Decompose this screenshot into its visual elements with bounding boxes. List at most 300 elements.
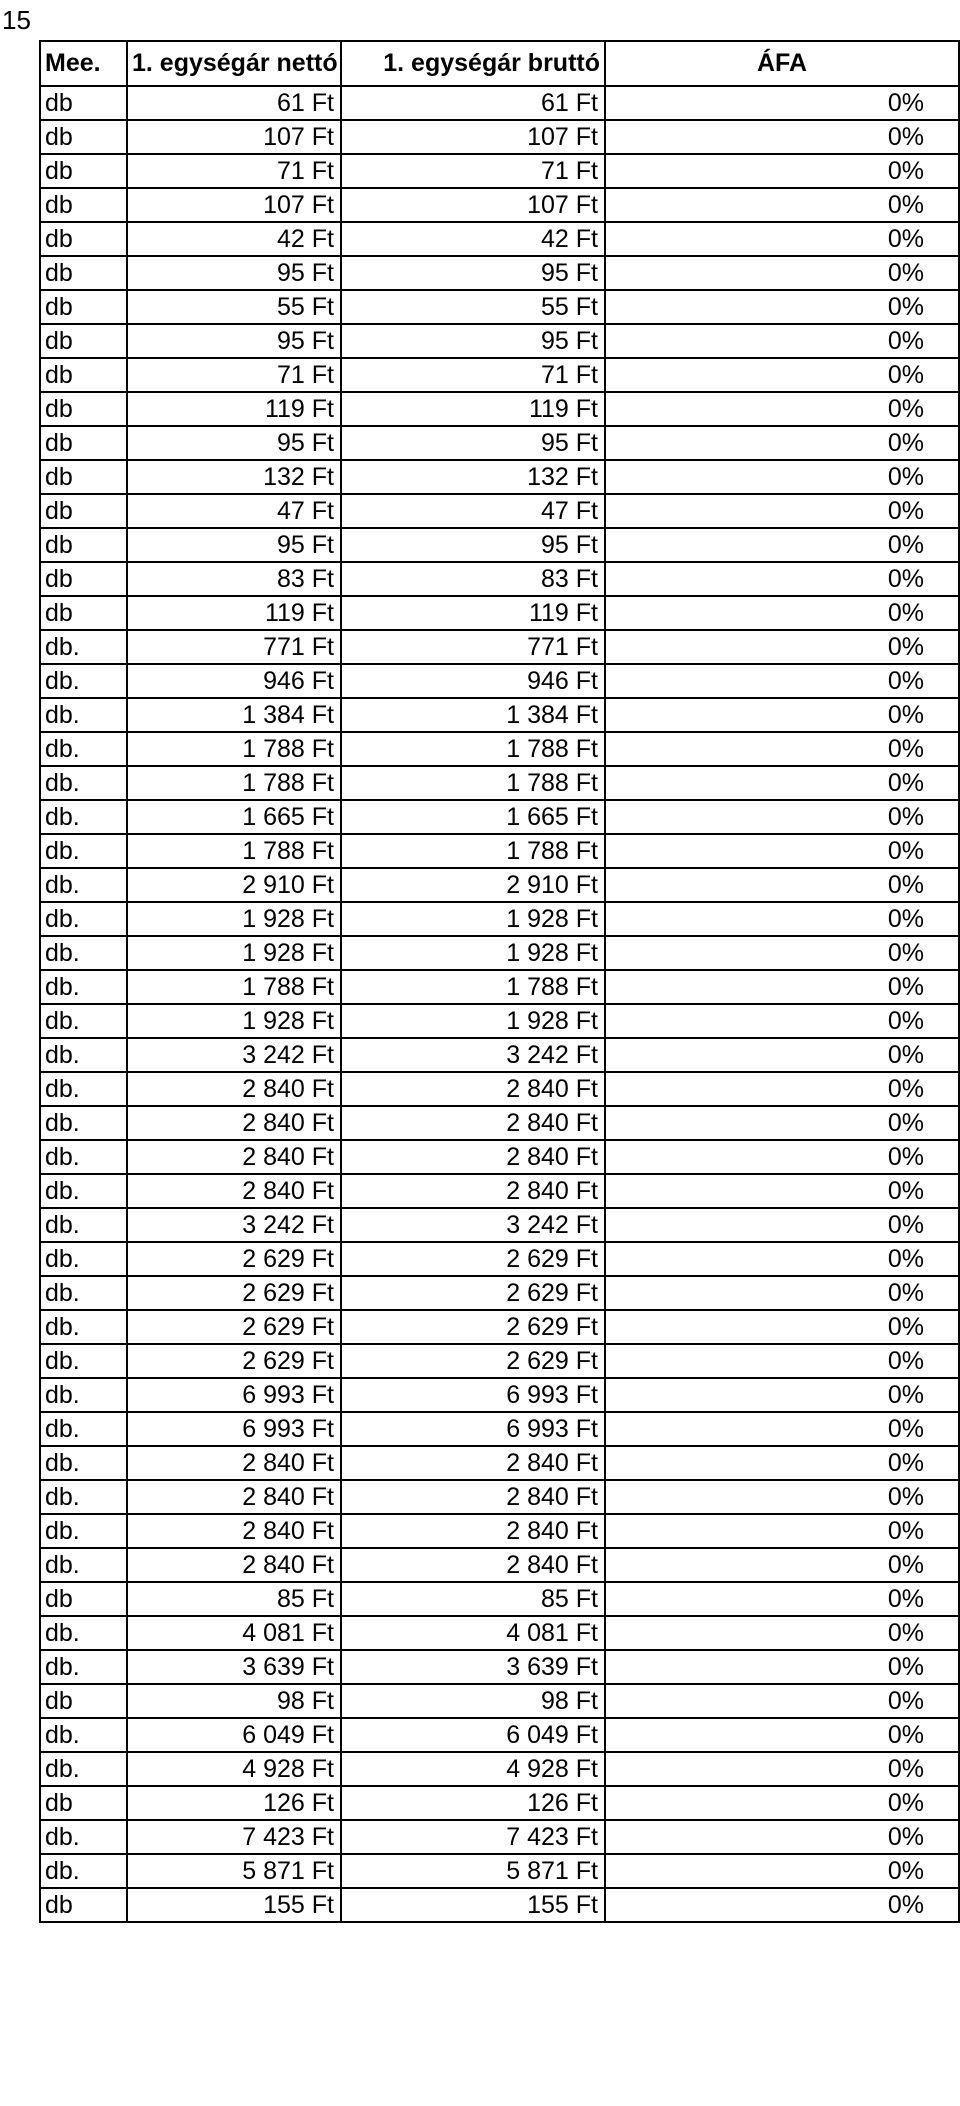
cell-unit: db.: [40, 1446, 127, 1480]
table-row: [40, 494, 959, 528]
cell-vat-value: 0%: [887, 1483, 924, 1511]
cell-vat: [605, 936, 959, 970]
cell-vat: [605, 1106, 959, 1140]
cell-vat: [605, 596, 959, 630]
cell-net-unit-price: 119 Ft: [127, 596, 341, 630]
cell-gross-unit-price: 6 049 Ft: [341, 1718, 605, 1752]
cell-vat-value: 0%: [887, 837, 924, 865]
cell-vat: [605, 1616, 959, 1650]
cell-gross-unit-price: 71 Ft: [341, 154, 605, 188]
cell-net-unit-price: 2 840 Ft: [127, 1072, 341, 1106]
table-row: [40, 154, 959, 188]
cell-vat: [605, 970, 959, 1004]
cell-net-unit-price: 95 Ft: [127, 528, 341, 562]
table-row: [40, 1106, 959, 1140]
cell-unit: db: [40, 290, 127, 324]
cell-unit: db: [40, 120, 127, 154]
cell-vat-value: 0%: [887, 1007, 924, 1035]
cell-net-unit-price: 1 788 Ft: [127, 766, 341, 800]
cell-gross-unit-price: 83 Ft: [341, 562, 605, 596]
cell-vat: [605, 1684, 959, 1718]
cell-net-unit-price: 1 928 Ft: [127, 936, 341, 970]
cell-net-unit-price: 2 840 Ft: [127, 1140, 341, 1174]
cell-gross-unit-price: 47 Ft: [341, 494, 605, 528]
cell-unit: db.: [40, 1276, 127, 1310]
cell-unit: db: [40, 426, 127, 460]
cell-unit: db.: [40, 1072, 127, 1106]
cell-unit: db.: [40, 1514, 127, 1548]
cell-vat-value: 0%: [887, 89, 924, 117]
cell-net-unit-price: 2 629 Ft: [127, 1276, 341, 1310]
cell-unit: db: [40, 1684, 127, 1718]
cell-gross-unit-price: 107 Ft: [341, 188, 605, 222]
cell-gross-unit-price: 2 840 Ft: [341, 1514, 605, 1548]
table-row: [40, 120, 959, 154]
cell-net-unit-price: 42 Ft: [127, 222, 341, 256]
cell-net-unit-price: 95 Ft: [127, 256, 341, 290]
cell-unit: db: [40, 86, 127, 120]
cell-gross-unit-price: 95 Ft: [341, 528, 605, 562]
cell-net-unit-price: 83 Ft: [127, 562, 341, 596]
cell-unit: db: [40, 1582, 127, 1616]
cell-vat-value: 0%: [887, 735, 924, 763]
cell-vat-value: 0%: [887, 1041, 924, 1069]
table-row: [40, 766, 959, 800]
cell-vat: [605, 1514, 959, 1548]
table-row: [40, 1548, 959, 1582]
cell-gross-unit-price: 6 993 Ft: [341, 1412, 605, 1446]
table-row: [40, 936, 959, 970]
cell-gross-unit-price: 55 Ft: [341, 290, 605, 324]
header-gross-unit-price: 1. egységár bruttó: [341, 41, 605, 86]
cell-vat-value: 0%: [887, 1619, 924, 1647]
table-row: [40, 1480, 959, 1514]
cell-net-unit-price: 2 840 Ft: [127, 1106, 341, 1140]
cell-vat: [605, 902, 959, 936]
cell-net-unit-price: 1 788 Ft: [127, 732, 341, 766]
cell-vat: [605, 766, 959, 800]
cell-net-unit-price: 126 Ft: [127, 1786, 341, 1820]
cell-unit: db.: [40, 936, 127, 970]
table-row: [40, 188, 959, 222]
table-row: [40, 392, 959, 426]
cell-net-unit-price: 2 629 Ft: [127, 1310, 341, 1344]
cell-gross-unit-price: 2 629 Ft: [341, 1276, 605, 1310]
cell-gross-unit-price: 132 Ft: [341, 460, 605, 494]
cell-vat-value: 0%: [887, 1313, 924, 1341]
cell-vat: [605, 732, 959, 766]
table-row: [40, 426, 959, 460]
cell-gross-unit-price: 155 Ft: [341, 1888, 605, 1922]
cell-unit: db.: [40, 902, 127, 936]
cell-vat: [605, 528, 959, 562]
cell-net-unit-price: 946 Ft: [127, 664, 341, 698]
cell-unit: db: [40, 256, 127, 290]
cell-vat-value: 0%: [887, 973, 924, 1001]
cell-unit: db: [40, 154, 127, 188]
cell-net-unit-price: 2 840 Ft: [127, 1446, 341, 1480]
cell-net-unit-price: 7 423 Ft: [127, 1820, 341, 1854]
cell-vat-value: 0%: [887, 1857, 924, 1885]
cell-gross-unit-price: 2 840 Ft: [341, 1548, 605, 1582]
cell-vat-value: 0%: [887, 395, 924, 423]
cell-unit: db.: [40, 1820, 127, 1854]
cell-vat-value: 0%: [887, 1211, 924, 1239]
table-row: [40, 732, 959, 766]
cell-net-unit-price: 47 Ft: [127, 494, 341, 528]
table-row: [40, 1446, 959, 1480]
cell-gross-unit-price: 2 840 Ft: [341, 1072, 605, 1106]
table-row: [40, 460, 959, 494]
cell-vat: [605, 698, 959, 732]
cell-vat-value: 0%: [887, 361, 924, 389]
cell-net-unit-price: 155 Ft: [127, 1888, 341, 1922]
cell-net-unit-price: 3 639 Ft: [127, 1650, 341, 1684]
cell-vat: [605, 1446, 959, 1480]
cell-vat: [605, 1310, 959, 1344]
cell-vat: [605, 1820, 959, 1854]
table-body: [40, 86, 959, 1922]
table-row: [40, 1888, 959, 1922]
cell-vat-value: 0%: [887, 1687, 924, 1715]
cell-unit: db: [40, 1888, 127, 1922]
cell-vat-value: 0%: [887, 701, 924, 729]
cell-gross-unit-price: 1 665 Ft: [341, 800, 605, 834]
cell-vat-value: 0%: [887, 1279, 924, 1307]
cell-gross-unit-price: 95 Ft: [341, 324, 605, 358]
cell-gross-unit-price: 42 Ft: [341, 222, 605, 256]
cell-net-unit-price: 6 993 Ft: [127, 1378, 341, 1412]
cell-vat-value: 0%: [887, 191, 924, 219]
cell-unit: db: [40, 324, 127, 358]
cell-vat-value: 0%: [887, 123, 924, 151]
table-row: [40, 1038, 959, 1072]
cell-vat-value: 0%: [887, 1143, 924, 1171]
cell-unit: db.: [40, 1344, 127, 1378]
cell-unit: db: [40, 358, 127, 392]
cell-vat: [605, 154, 959, 188]
cell-vat: [605, 494, 959, 528]
table-row: [40, 1718, 959, 1752]
cell-vat-value: 0%: [887, 1789, 924, 1817]
table-row: [40, 1684, 959, 1718]
cell-unit: db.: [40, 868, 127, 902]
cell-unit: db.: [40, 970, 127, 1004]
table-row: [40, 1616, 959, 1650]
cell-unit: db.: [40, 1140, 127, 1174]
cell-vat-value: 0%: [887, 667, 924, 695]
cell-vat-value: 0%: [887, 1721, 924, 1749]
cell-net-unit-price: 2 629 Ft: [127, 1344, 341, 1378]
cell-gross-unit-price: 1 384 Ft: [341, 698, 605, 732]
cell-vat-value: 0%: [887, 1177, 924, 1205]
cell-unit: db: [40, 188, 127, 222]
cell-net-unit-price: 95 Ft: [127, 324, 341, 358]
cell-gross-unit-price: 3 242 Ft: [341, 1038, 605, 1072]
table-row: [40, 1276, 959, 1310]
cell-net-unit-price: 3 242 Ft: [127, 1038, 341, 1072]
cell-unit: db.: [40, 732, 127, 766]
cell-vat-value: 0%: [887, 1585, 924, 1613]
cell-gross-unit-price: 119 Ft: [341, 596, 605, 630]
cell-unit: db.: [40, 1650, 127, 1684]
cell-net-unit-price: 2 840 Ft: [127, 1480, 341, 1514]
table-row: [40, 256, 959, 290]
table-row: [40, 1242, 959, 1276]
cell-vat: [605, 358, 959, 392]
cell-vat-value: 0%: [887, 1755, 924, 1783]
table-row: [40, 1412, 959, 1446]
cell-net-unit-price: 1 788 Ft: [127, 834, 341, 868]
cell-unit: db: [40, 222, 127, 256]
cell-gross-unit-price: 98 Ft: [341, 1684, 605, 1718]
cell-unit: db: [40, 494, 127, 528]
cell-vat-value: 0%: [887, 463, 924, 491]
cell-gross-unit-price: 95 Ft: [341, 256, 605, 290]
cell-vat: [605, 324, 959, 358]
cell-unit: db.: [40, 766, 127, 800]
cell-unit: db: [40, 392, 127, 426]
cell-unit: db.: [40, 1616, 127, 1650]
table-row: [40, 1650, 959, 1684]
table-row: [40, 1820, 959, 1854]
cell-vat-value: 0%: [887, 1551, 924, 1579]
cell-vat-value: 0%: [887, 599, 924, 627]
cell-vat-value: 0%: [887, 1823, 924, 1851]
cell-vat-value: 0%: [887, 225, 924, 253]
table-row: [40, 868, 959, 902]
cell-vat-value: 0%: [887, 1653, 924, 1681]
cell-vat: [605, 1038, 959, 1072]
cell-vat: [605, 562, 959, 596]
cell-gross-unit-price: 1 928 Ft: [341, 936, 605, 970]
cell-vat: [605, 1582, 959, 1616]
table-row: [40, 1378, 959, 1412]
cell-gross-unit-price: 771 Ft: [341, 630, 605, 664]
cell-vat: [605, 1888, 959, 1922]
table-row: [40, 1752, 959, 1786]
cell-unit: db: [40, 460, 127, 494]
table-row: [40, 1854, 959, 1888]
cell-gross-unit-price: 2 629 Ft: [341, 1242, 605, 1276]
cell-vat: [605, 868, 959, 902]
cell-net-unit-price: 1 665 Ft: [127, 800, 341, 834]
table-row: [40, 1786, 959, 1820]
cell-net-unit-price: 71 Ft: [127, 358, 341, 392]
cell-vat-value: 0%: [887, 1245, 924, 1273]
cell-net-unit-price: 1 928 Ft: [127, 1004, 341, 1038]
cell-unit: db: [40, 562, 127, 596]
table-row: [40, 664, 959, 698]
cell-net-unit-price: 132 Ft: [127, 460, 341, 494]
cell-unit: db.: [40, 834, 127, 868]
cell-gross-unit-price: 1 928 Ft: [341, 1004, 605, 1038]
table-row: [40, 1140, 959, 1174]
cell-net-unit-price: 5 871 Ft: [127, 1854, 341, 1888]
cell-vat: [605, 1344, 959, 1378]
cell-net-unit-price: 1 384 Ft: [127, 698, 341, 732]
cell-vat-value: 0%: [887, 327, 924, 355]
cell-gross-unit-price: 2 840 Ft: [341, 1174, 605, 1208]
cell-vat-value: 0%: [887, 157, 924, 185]
cell-vat-value: 0%: [887, 1891, 924, 1919]
cell-unit: db.: [40, 1004, 127, 1038]
table-row: [40, 358, 959, 392]
table-row: [40, 528, 959, 562]
table-row: [40, 1582, 959, 1616]
cell-vat: [605, 1854, 959, 1888]
table-row: [40, 970, 959, 1004]
cell-vat-value: 0%: [887, 429, 924, 457]
cell-gross-unit-price: 1 788 Ft: [341, 766, 605, 800]
cell-vat: [605, 1412, 959, 1446]
table-row: [40, 324, 959, 358]
table-row: [40, 698, 959, 732]
cell-vat: [605, 834, 959, 868]
table-row: [40, 1208, 959, 1242]
table-header: [40, 41, 959, 86]
cell-vat: [605, 1650, 959, 1684]
cell-vat-value: 0%: [887, 803, 924, 831]
cell-vat: [605, 460, 959, 494]
cell-gross-unit-price: 1 788 Ft: [341, 970, 605, 1004]
cell-gross-unit-price: 95 Ft: [341, 426, 605, 460]
cell-vat: [605, 800, 959, 834]
cell-vat: [605, 1276, 959, 1310]
cell-unit: db: [40, 1786, 127, 1820]
cell-vat: [605, 290, 959, 324]
cell-vat: [605, 630, 959, 664]
cell-vat-value: 0%: [887, 769, 924, 797]
cell-vat-value: 0%: [887, 1415, 924, 1443]
cell-gross-unit-price: 3 242 Ft: [341, 1208, 605, 1242]
table-row: [40, 834, 959, 868]
cell-unit: db.: [40, 1752, 127, 1786]
table-row: [40, 630, 959, 664]
cell-unit: db.: [40, 800, 127, 834]
table-row: [40, 1514, 959, 1548]
cell-vat: [605, 664, 959, 698]
cell-gross-unit-price: 2 840 Ft: [341, 1106, 605, 1140]
cell-unit: db.: [40, 1242, 127, 1276]
cell-unit: db.: [40, 1412, 127, 1446]
cell-net-unit-price: 4 928 Ft: [127, 1752, 341, 1786]
table-row: [40, 1004, 959, 1038]
table-row: [40, 1344, 959, 1378]
table-row: [40, 222, 959, 256]
cell-vat: [605, 392, 959, 426]
cell-vat: [605, 188, 959, 222]
cell-vat-value: 0%: [887, 905, 924, 933]
cell-gross-unit-price: 6 993 Ft: [341, 1378, 605, 1412]
cell-net-unit-price: 98 Ft: [127, 1684, 341, 1718]
cell-net-unit-price: 2 840 Ft: [127, 1514, 341, 1548]
cell-gross-unit-price: 126 Ft: [341, 1786, 605, 1820]
price-table: [39, 40, 960, 1923]
cell-net-unit-price: 2 840 Ft: [127, 1548, 341, 1582]
cell-vat-value: 0%: [887, 1449, 924, 1477]
cell-gross-unit-price: 2 910 Ft: [341, 868, 605, 902]
cell-gross-unit-price: 946 Ft: [341, 664, 605, 698]
cell-vat: [605, 1174, 959, 1208]
table-row: [40, 1072, 959, 1106]
cell-net-unit-price: 2 629 Ft: [127, 1242, 341, 1276]
cell-unit: db.: [40, 1310, 127, 1344]
cell-vat-value: 0%: [887, 565, 924, 593]
cell-net-unit-price: 2 840 Ft: [127, 1174, 341, 1208]
cell-vat: [605, 1208, 959, 1242]
cell-gross-unit-price: 5 871 Ft: [341, 1854, 605, 1888]
page-number: 15: [2, 5, 31, 35]
cell-vat: [605, 1378, 959, 1412]
cell-unit: db.: [40, 1378, 127, 1412]
cell-unit: db.: [40, 664, 127, 698]
cell-vat: [605, 86, 959, 120]
cell-vat: [605, 1004, 959, 1038]
cell-net-unit-price: 771 Ft: [127, 630, 341, 664]
cell-unit: db: [40, 596, 127, 630]
cell-gross-unit-price: 2 629 Ft: [341, 1310, 605, 1344]
cell-unit: db.: [40, 1208, 127, 1242]
cell-net-unit-price: 107 Ft: [127, 120, 341, 154]
cell-vat: [605, 222, 959, 256]
table-row: [40, 596, 959, 630]
table-row: [40, 1310, 959, 1344]
cell-net-unit-price: 107 Ft: [127, 188, 341, 222]
cell-gross-unit-price: 2 840 Ft: [341, 1480, 605, 1514]
cell-net-unit-price: 1 788 Ft: [127, 970, 341, 1004]
cell-unit: db.: [40, 698, 127, 732]
cell-net-unit-price: 95 Ft: [127, 426, 341, 460]
cell-vat-value: 0%: [887, 531, 924, 559]
cell-net-unit-price: 61 Ft: [127, 86, 341, 120]
cell-vat: [605, 256, 959, 290]
cell-gross-unit-price: 85 Ft: [341, 1582, 605, 1616]
cell-net-unit-price: 85 Ft: [127, 1582, 341, 1616]
cell-unit: db.: [40, 1038, 127, 1072]
header-vat: ÁFA: [605, 41, 959, 86]
cell-gross-unit-price: 1 788 Ft: [341, 834, 605, 868]
header-net-unit-price: 1. egységár nettó: [127, 41, 341, 86]
cell-unit: db.: [40, 1480, 127, 1514]
cell-gross-unit-price: 2 629 Ft: [341, 1344, 605, 1378]
cell-gross-unit-price: 61 Ft: [341, 86, 605, 120]
cell-unit: db.: [40, 1718, 127, 1752]
cell-vat-value: 0%: [887, 1109, 924, 1137]
cell-gross-unit-price: 7 423 Ft: [341, 1820, 605, 1854]
cell-vat-value: 0%: [887, 259, 924, 287]
table-row: [40, 800, 959, 834]
header-unit: Mee.: [40, 41, 127, 86]
cell-vat: [605, 1072, 959, 1106]
cell-net-unit-price: 3 242 Ft: [127, 1208, 341, 1242]
cell-net-unit-price: 6 049 Ft: [127, 1718, 341, 1752]
cell-vat: [605, 1718, 959, 1752]
cell-vat: [605, 1786, 959, 1820]
cell-vat-value: 0%: [887, 497, 924, 525]
header-row: [40, 41, 959, 86]
cell-vat: [605, 1140, 959, 1174]
cell-gross-unit-price: 2 840 Ft: [341, 1446, 605, 1480]
cell-gross-unit-price: 3 639 Ft: [341, 1650, 605, 1684]
cell-vat-value: 0%: [887, 293, 924, 321]
cell-vat-value: 0%: [887, 871, 924, 899]
cell-gross-unit-price: 107 Ft: [341, 120, 605, 154]
cell-unit: db.: [40, 1548, 127, 1582]
cell-unit: db.: [40, 630, 127, 664]
cell-gross-unit-price: 1 788 Ft: [341, 732, 605, 766]
cell-vat: [605, 1242, 959, 1276]
